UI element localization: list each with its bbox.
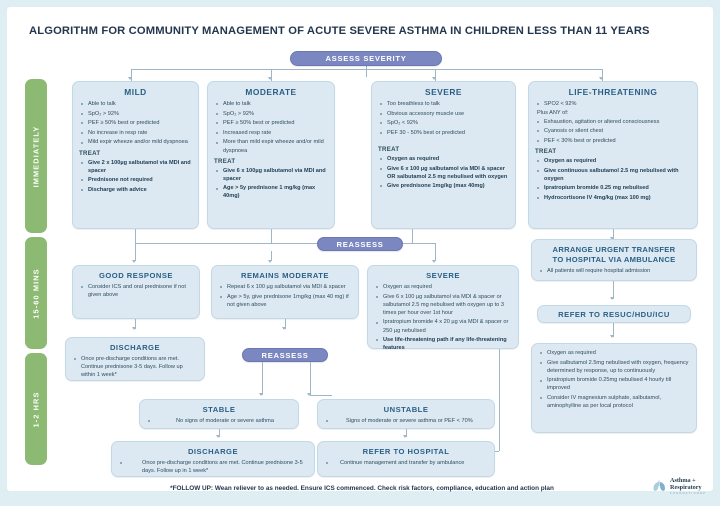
arrow (268, 77, 272, 80)
list-item: Give salbutamol 2.5mg nebulised with oxygen, frequency determined by response, up to continuously (538, 359, 690, 375)
list-item: SpO₂ > 92% (79, 110, 192, 118)
card-life-threatening-plus-any: Plus ANY of: (537, 109, 569, 116)
arrow (216, 435, 220, 438)
lungs-icon (652, 479, 667, 493)
card-stable (139, 399, 299, 429)
arrow (282, 327, 286, 330)
card-remains-moderate (211, 265, 359, 319)
reassess-pill-1[interactable] (317, 237, 403, 251)
arrow (599, 77, 603, 80)
assess-severity-pill[interactable] (290, 51, 442, 66)
list-item: Repeat 6 x 100 µg salbutamol via MDI & spacer (218, 283, 352, 291)
list-item: Give 2 x 100µg salbutamol via MDI and spacer (79, 159, 192, 175)
list-item: PEF ≥ 50% best or predicted (214, 119, 328, 127)
card-good-response-heading: GOOD RESPONSE (98, 271, 173, 280)
card-refer-resus (537, 305, 691, 323)
list-item: Able to talk (79, 100, 192, 108)
connector (435, 243, 436, 261)
card-good-response-items (79, 283, 193, 299)
list-item: Oxygen as required (535, 157, 691, 165)
list-item: Increased resp rate (214, 129, 328, 137)
list-item: Give continuous salbutamol 2.5 mg nebulised with oxygen (535, 167, 691, 183)
card-stable-heading: STABLE (202, 405, 236, 414)
arrow (432, 77, 436, 80)
card-remains-moderate-items (218, 283, 352, 309)
card-mild (72, 81, 199, 229)
list-item: Consider IV magnesium sulphate, salbutamol, aminophylline as per local protocol (538, 394, 690, 410)
list-item: Cyanosis or silent chest (535, 127, 691, 135)
arrow (403, 435, 407, 438)
algorithm-canvas (7, 7, 713, 495)
arrow (432, 260, 436, 263)
list-item: Age > 5y, give prednisone 1mg/kg (max 40 mg) if not given above (218, 293, 352, 309)
card-life-threatening-signs2 (535, 118, 691, 145)
arrow (132, 327, 136, 330)
card-moderate (207, 81, 335, 229)
list-item: Discharge with advice (79, 186, 192, 194)
list-item: SPO2 < 92% (535, 100, 691, 108)
card-stable-items (146, 417, 292, 425)
card-moderate-signs (214, 100, 328, 155)
card-severe-reassess (367, 265, 519, 352)
card-mild-treat-label: TREAT (79, 149, 101, 157)
page-title: ALGORITHM FOR COMMUNITY MANAGEMENT OF ACUTE SEVERE ASTHMA IN CHILDREN LESS THAN 11 YEARS (29, 25, 650, 37)
list-item: Exhaustion, agitation or altered consciousness (535, 118, 691, 126)
timebar-1-2-hrs (25, 353, 47, 465)
card-life-threatening-signs (535, 100, 691, 108)
card-arrange-transfer-heading-2: TO HOSPITAL VIA AMBULANCE (552, 255, 676, 264)
card-arrange-transfer (531, 239, 697, 281)
card-severe-treat (378, 155, 509, 190)
card-discharge-1 (65, 337, 205, 381)
arrow (610, 335, 614, 338)
connector (412, 243, 436, 244)
card-discharge-2-items (118, 459, 308, 475)
card-arrange-transfer-items (538, 267, 690, 275)
card-remains-moderate-heading: REMAINS MODERATE (240, 271, 330, 280)
connector (499, 349, 500, 451)
card-life-threatening (528, 81, 698, 229)
connector (310, 362, 311, 395)
list-item: More than mild expir wheeze and/or mild dyspnoea (214, 138, 328, 154)
list-item: All patients will require hospital admission (538, 267, 690, 275)
logo-line-2: Respiratory (670, 484, 702, 492)
list-item: SpO₂ < 92% (378, 119, 509, 127)
list-item: Hydrocortisone IV 4mg/kg (max 100 mg) (535, 194, 691, 202)
card-life-threatening-treat-label: TREAT (535, 147, 557, 155)
card-moderate-treat-label: TREAT (214, 157, 236, 165)
card-severe-heading: SEVERE (425, 87, 462, 97)
card-arrange-transfer-heading-1: ARRANGE URGENT TRANSFER (552, 245, 676, 254)
list-item: Signs of moderate or severe asthma or PEF < 70% (324, 417, 488, 425)
card-unstable-heading: UNSTABLE (383, 405, 429, 414)
card-severe-reassess-heading: SEVERE (426, 271, 460, 280)
timebar-1-2-hrs-label: 1-2 HRS (31, 390, 41, 428)
card-refer-hospital (317, 441, 495, 477)
connector (310, 395, 332, 396)
list-item: Mild expir wheeze and/or mild dyspnoea (79, 138, 192, 146)
list-item: PEF 30 - 50% best or predicted (378, 129, 509, 137)
card-mild-signs (79, 100, 192, 147)
logo-line-1: Asthma + (670, 477, 696, 484)
list-item: No increase in resp rate (79, 129, 192, 137)
timebar-15-60-mins-label: 15-60 MINS (31, 267, 41, 319)
list-item: Ipratropium bromide 4 x 20 µg via MDI & spacer or 250 µg nebulised (374, 318, 512, 334)
list-item: Oxygen as required (374, 283, 512, 291)
card-discharge-1-items (72, 355, 198, 379)
list-item: Once pre-discharge conditions are met. Continue prednisone 3-5 days. Follow up within 1 week* (72, 355, 198, 379)
list-item: Ipratropium bromide 0.25mg nebulised 4 hourly till improved (538, 376, 690, 392)
card-severe-signs (378, 100, 509, 137)
card-life-threatening-heading: LIFE-THREATENING (568, 87, 658, 97)
connector (135, 229, 136, 243)
connector (262, 362, 263, 395)
card-resus-treatment (531, 343, 697, 433)
arrow (268, 260, 272, 263)
card-refer-hospital-items (324, 459, 488, 467)
connector (366, 65, 367, 77)
list-item: SpO₂ > 92% (214, 110, 328, 118)
card-moderate-heading: MODERATE (245, 87, 297, 97)
list-item: Give 6 x 100 µg salbutamol via MDI & spacer or salbutamol 2.5 mg nebulised with oxygen up to 3 times per hour over 1st hour (374, 293, 512, 317)
card-discharge-1-heading: DISCHARGE (109, 343, 161, 352)
list-item: PEF ≥ 50% best or predicted (79, 119, 192, 127)
list-item: Use life-threatening path if any life-threatening features (374, 336, 512, 352)
list-item: Oxygen as required (378, 155, 509, 163)
list-item: Obvious accessory muscle use (378, 110, 509, 118)
assess-severity-label: ASSESS SEVERITY (325, 54, 407, 63)
card-discharge-2-heading: DISCHARGE (187, 447, 239, 456)
arrow (610, 297, 614, 300)
list-item: Ipratropium bromide 0.25 mg nebulised (535, 184, 691, 192)
footnote: *FOLLOW UP: Wean reliever to as needed. Ensure ICS commenced. Check risk factors, compliance, education and action plan (170, 485, 554, 492)
list-item: Consider ICS and oral prednisone if not given above (79, 283, 193, 299)
list-item: Oxygen as required (538, 349, 690, 357)
connector (135, 243, 136, 261)
list-item: Able to talk (214, 100, 328, 108)
timebar-immediately-label: IMMEDIATELY (31, 125, 41, 187)
arrow (132, 260, 136, 263)
timebar-immediately (25, 79, 47, 233)
list-item: Too breathless to talk (378, 100, 509, 108)
card-severe-treat-label: TREAT (378, 145, 400, 153)
reassess-pill-1-label: REASSESS (336, 239, 384, 249)
logo-text (670, 477, 702, 491)
arrow (128, 77, 132, 80)
card-unstable-items (324, 417, 488, 425)
connector (412, 229, 413, 243)
list-item: Continue management and transfer by ambulance (324, 459, 488, 467)
list-item: Give 6 x 100 µg salbutamol via MDI & spacer OR salbutamol 2.5 mg nebulised with oxygen (378, 165, 509, 181)
logo (652, 477, 716, 499)
card-discharge-2 (111, 441, 315, 477)
card-refer-resus-heading: REFER TO RESUC/HDU/ICU (558, 309, 670, 319)
list-item: PEF < 30% best or predicted (535, 137, 691, 145)
list-item: Once pre-discharge conditions are met. Continue prednisone 3-5 days. Follow up in 1 week* (118, 459, 308, 475)
card-mild-treat (79, 159, 192, 194)
arrow (259, 393, 263, 396)
card-resus-treatment-items (538, 349, 690, 410)
card-refer-hospital-heading: REFER TO HOSPITAL (362, 447, 450, 456)
card-moderate-treat (214, 167, 328, 201)
card-good-response (72, 265, 200, 319)
reassess-pill-2[interactable] (242, 348, 328, 362)
timebar-15-60-mins (25, 237, 47, 349)
card-severe-reassess-items (374, 283, 512, 352)
list-item: Give 6 x 100µg salbutamol via MDI and spacer (214, 167, 328, 183)
list-item: Prednisone not required (79, 176, 192, 184)
card-unstable (317, 399, 495, 429)
logo-subtitle: F O U N D A T I O N N Z (670, 492, 706, 495)
card-severe (371, 81, 516, 229)
connector (271, 229, 272, 243)
list-item: Age > 5y prednisone 1 mg/kg (max 40mg) (214, 184, 328, 200)
card-mild-heading: MILD (124, 87, 147, 97)
reassess-pill-2-label: REASSESS (261, 350, 309, 360)
list-item: No signs of moderate or severe asthma (146, 417, 292, 425)
connector (131, 69, 602, 70)
card-life-threatening-treat (535, 157, 691, 202)
list-item: Give prednisone 1mg/kg (max 40mg) (378, 182, 509, 190)
